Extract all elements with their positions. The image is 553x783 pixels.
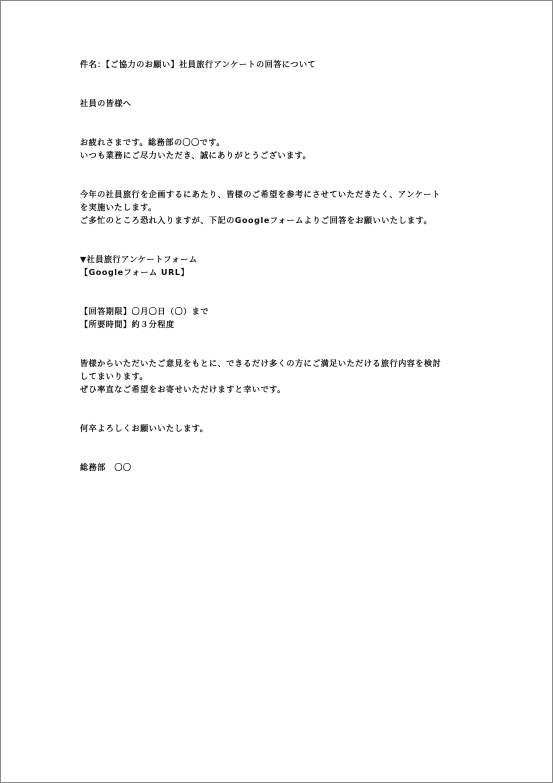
greeting-line-1: お疲れさまです。総務部の〇〇です。	[80, 138, 225, 147]
subject-line: 件名：【ご協力のお願い】社員旅行アンケートの回答について	[80, 60, 317, 69]
letter-body	[80, 58, 480, 474]
greeting-line-2: いつも業務にご尽力いただき、誠にありがとうございます。	[80, 151, 312, 160]
salutation: 社員の皆様へ	[80, 99, 132, 108]
body1-line-3: ご多忙のところ恐れ入りますが、下記のGoogleフォームよりご回答をお願いいたします。	[80, 216, 433, 225]
duration-line: 【所要時間】約３分程度	[80, 320, 175, 329]
spacer	[80, 227, 480, 253]
spacer	[80, 331, 480, 357]
form-heading: ▼社員旅行アンケートフォーム	[80, 255, 198, 264]
body2-line-2: してまいります。	[80, 372, 149, 381]
spacer	[80, 110, 480, 136]
spacer	[80, 396, 480, 422]
closing-line: 何卒よろしくお願いいたします。	[80, 424, 209, 433]
spacer	[80, 71, 480, 97]
body2-line-3: ぜひ率直なご希望をお寄せいただけますと幸いです。	[80, 385, 286, 394]
form-url: 【Googleフォーム URL】	[80, 268, 190, 277]
body2-line-1: 皆様からいただいたご意見をもとに、できるだけ多くの方にご満足いただける旅行内容を検討	[80, 359, 442, 368]
spacer	[80, 279, 480, 305]
spacer	[80, 162, 480, 188]
signature: 総務部 〇〇	[80, 463, 132, 472]
body1-line-2: を実施いたします。	[80, 203, 157, 212]
spacer	[80, 435, 480, 461]
deadline-line: 【回答期限】〇月〇日（〇）まで	[80, 307, 209, 316]
body1-line-1: 今年の社員旅行を企画するにあたり、皆様のご希望を参考にさせていただきたく、アンケート	[80, 190, 441, 199]
